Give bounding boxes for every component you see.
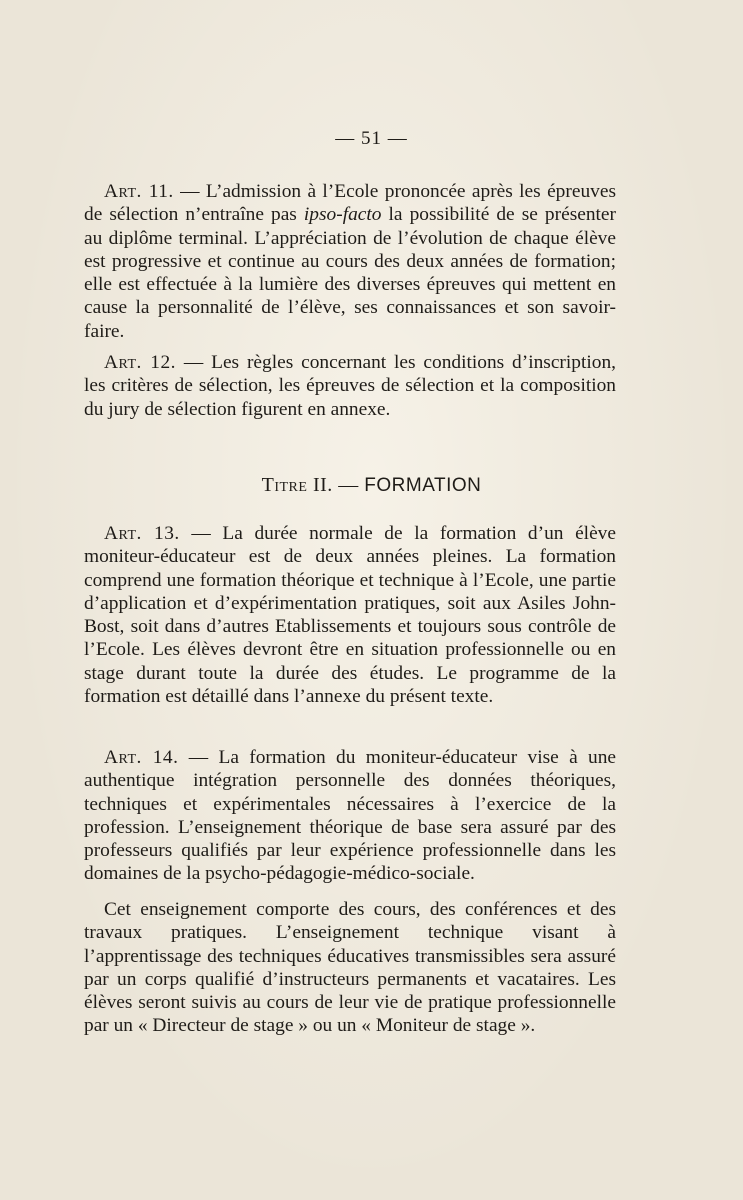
article-14-continuation bbox=[84, 898, 616, 1038]
section-title bbox=[0, 474, 743, 497]
continuation-paragraph: Cet enseignement comporte des cours, des conférences et des travaux pratiques. L’enseignement technique visant à l’apprentissage des techniques éducatives transmissibles sera assuré par un corps qualifié d’instructeurs permanents et vacataires. Les élèves seront suivis au cours de leur vie de pratique professionnelle par un « Directeur de stage » ou un « Moniteur de stage ». bbox=[84, 899, 616, 1037]
article-11-text-a: — L’admission à l’Ecole prononcée après les épreuves de sélection n’entraîne pas bbox=[84, 181, 616, 226]
article-12-text: — Les règles concernant les conditions d’inscription, les critères de sélection, les épreuves de sélection et la composition du jury de sélection figurent en annexe. bbox=[84, 352, 616, 420]
article-13 bbox=[84, 522, 616, 708]
article-11-italic: ipso-facto bbox=[303, 204, 382, 226]
article-13-paragraph bbox=[84, 522, 616, 708]
article-13-text: — La durée normale de la formation d’un élève moniteur-éducateur est de deux années pleines. La formation comprend une formation théorique et technique à l’Ecole, une partie d’application et d’expérimentation pratiques, soit aux Asiles John-Bost, soit dans d’autres Etablissements et toujours sous contrôle de l’Ecole. Les élèves devront être en situation professionnelle ou en stage durant toute la durée des études. Le programme de la formation est détaillé dans l’annexe du présent texte. bbox=[84, 523, 616, 708]
article-12 bbox=[84, 351, 616, 421]
article-14-label: Art. 14. bbox=[104, 747, 179, 768]
article-11-text-b: la possibilité de se présenter au diplôme terminal. L’appréciation de l’évolution de chaque élève est progressive et continue au cours des deux années de formation; elle est effectuée à la lumière des diverses épreuves qui mettent en cause la personnalité de l’élève, ses connaissances et son savoir-faire. bbox=[84, 204, 616, 342]
article-11 bbox=[84, 180, 616, 343]
page-number: — 51 — bbox=[335, 128, 408, 149]
article-11-label: Art. 11. bbox=[104, 181, 174, 202]
section-title-dash: — bbox=[332, 474, 365, 496]
article-12-label: Art. 12. bbox=[104, 352, 176, 373]
article-14-paragraph bbox=[84, 746, 616, 886]
article-14 bbox=[84, 746, 616, 886]
article-12-paragraph bbox=[84, 351, 616, 421]
article-13-label: Art. 13. bbox=[104, 523, 180, 544]
article-14-text: — La formation du moniteur-éducateur vise à une authentique intégration personnelle des données théoriques, techniques et expérimentales nécessaires à l’exercice de la profession. L’enseignement théorique de base sera assuré par des professeurs qualifiés par leur expérience professionnelle dans les domaines de la psycho-pédagogie-médico-sociale. bbox=[84, 747, 616, 885]
section-title-prefix: Titre II. bbox=[261, 474, 333, 496]
article-11-paragraph bbox=[84, 180, 616, 343]
section-title-name: FORMATION bbox=[364, 475, 482, 496]
